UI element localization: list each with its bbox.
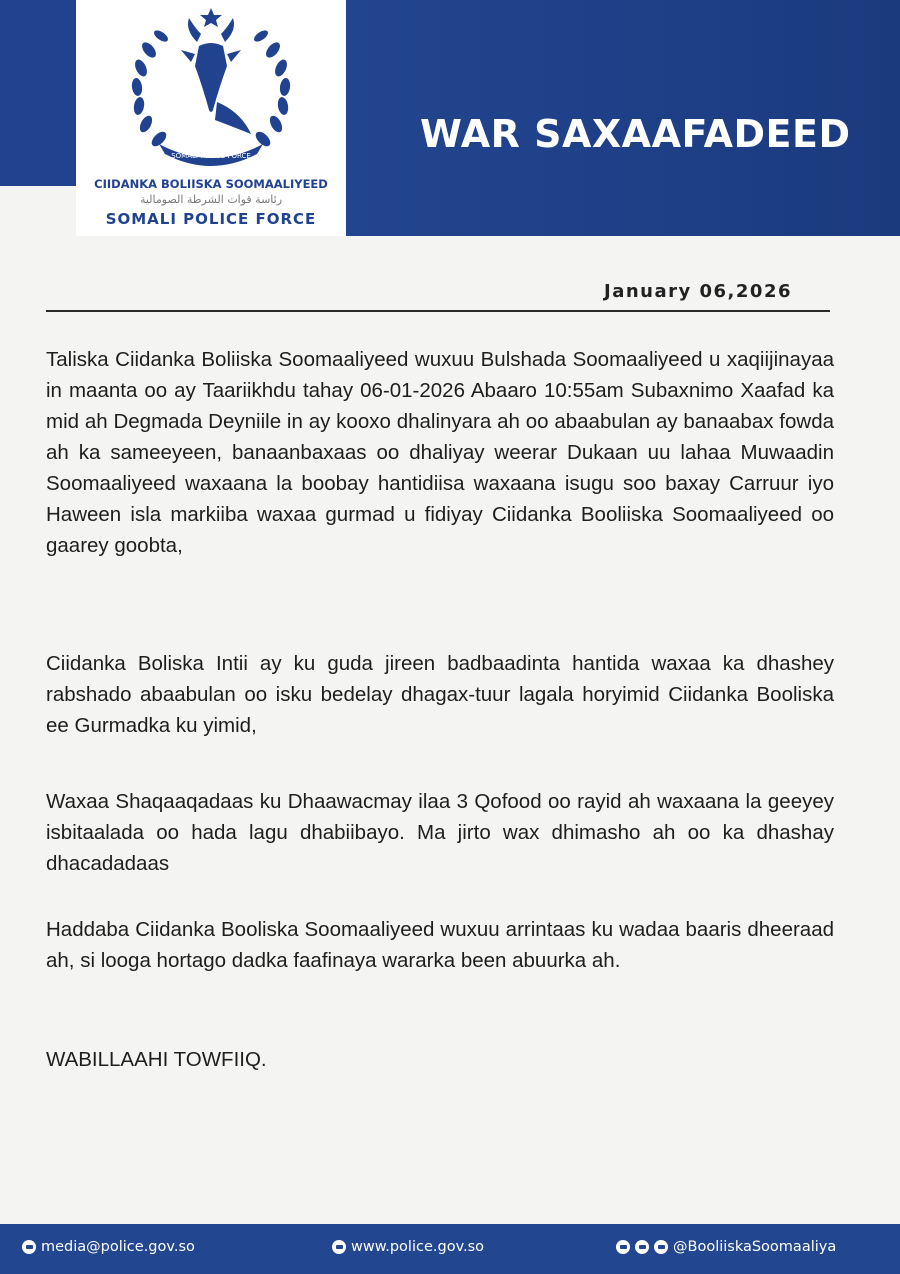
footer-website-text: www.police.gov.so [351,1239,485,1255]
footer-social[interactable] [616,1239,836,1255]
facebook-icon [635,1240,649,1254]
instagram-icon [616,1240,630,1254]
closing-line: WABILLAAHI TOWFIIQ. [46,1048,267,1071]
header-band-left [0,0,76,186]
paragraph-1: Taliska Ciidanka Boliiska Soomaaliyeed wuxuu Bulshada Soomaaliyeed u xaqiijinayaa in maanta oo ay Taariikhdu tahay 06-01-2026 Abaaro 10:55am Subaxnimo Xaafad ka mid ah Degmada Deyniile in ay kooxo dhalinyara ah oo abaabulan ay banaabax fowda ah ka sameeyeen, banaanbaxaas oo dhaliyay weerar Dukaan uu lahaa Muwaadin Soomaaliyeed waxaana la boobay hantidiisa waxaana isugu soo baxay Carruur iyo Haween isla markiiba waxaa gurmad u fidiyay Ciidanka Booliiska Soomaaliyeed oo gaarey goobta, [46,348,834,557]
org-name-arabic: رئاسة قوات الشرطة الصومالية [139,193,283,206]
footer [0,1224,900,1274]
globe-icon [332,1240,346,1254]
org-name-english: SOMALI POLICE FORCE [105,210,317,228]
logo-block [76,0,346,186]
logo-ribbon-text: SOMALI POLICE FORCE [171,152,251,160]
police-emblem-icon [76,0,346,186]
document-date: January 06,2026 [604,281,792,302]
footer-email[interactable] [22,1239,195,1255]
footer-website[interactable] [332,1239,484,1255]
footer-social-text: @BooliiskaSoomaaliya [673,1239,837,1255]
paragraph-3: Waxaa Shaqaaqadaas ku Dhaawacmay ilaa 3 Qofood oo rayid ah waxaana la geeyey isbitaalada oo hada lagu dhabiibayo. Ma jirto wax dhimasho ah oo ka dhashay dhacadadaas [46,790,834,875]
paragraph-2: Ciidanka Boliska Intii ay ku guda jireen badbaadinta hantida waxaa ka dhashey rabshado abaabulan oo isku bedelay dhagax-tuur lagala horyimid Ciidanka Booliska ee Gurmadka ku yimid, [46,652,834,737]
email-icon [22,1240,36,1254]
org-name-somali: CIIDANKA BOLIISKA SOOMAALIYEED [94,177,328,191]
footer-email-text: media@police.gov.so [41,1239,195,1255]
document-title: WAR SAXAAFADEED [420,112,851,156]
letterhead [0,0,900,236]
twitter-icon [654,1240,668,1254]
date-underline [46,310,830,312]
paragraph-4: Haddaba Ciidanka Booliska Soomaaliyeed wuxuu arrintaas ku wadaa baaris dheeraad ah, si looga hortago dadka faafinaya wararka been abuurka ah. [46,918,834,972]
